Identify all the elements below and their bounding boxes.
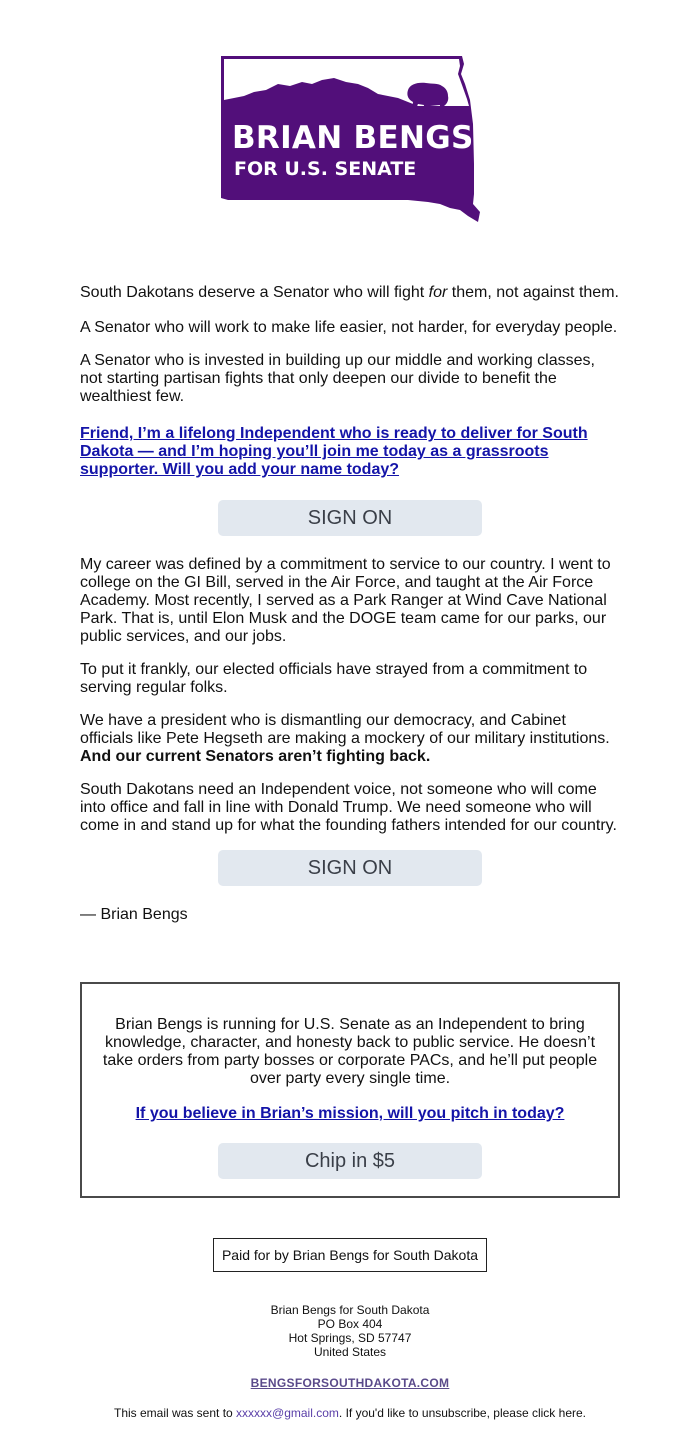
paragraph-middle-class: A Senator who is invested in building up our middle and working classes, not starting partisan fights that only deepen our divide to benefit the wealthiest few. — [80, 352, 595, 405]
logo-subtitle: FOR U.S. SENATE — [234, 158, 417, 180]
unsubscribe-footer: This email was sent to xxxxxx@gmail.com. If you'd like to unsubscribe, please click here. — [113, 1406, 586, 1420]
mailing-address — [0, 1303, 700, 1359]
paragraph-frankly: To put it frankly, our elected officials have strayed from a commitment to serving regular folks. — [80, 661, 588, 696]
address-line: PO Box 404 — [317, 1317, 383, 1331]
email-body — [80, 284, 620, 924]
website-link[interactable]: BENGSFORSOUTHDAKOTA.COM — [250, 1376, 450, 1390]
logo — [0, 54, 700, 224]
paid-for-disclaimer: Paid for by Brian Bengs for South Dakota — [213, 1238, 487, 1272]
add-name-link[interactable]: Friend, I’m a lifelong Independent who is ready to deliver for South Dakota — and I’m hoping you’ll join me today as a grassroots supporter. Will you add your name today? — [80, 425, 588, 478]
paragraph-easier: A Senator who will work to make life easier, not harder, for everyday people. — [80, 319, 618, 336]
paragraph-career: My career was defined by a commitment to service to our country. I went to college on the GI Bill, served in the Air Force, and taught at the Air Force Academy. Most recently, I served as a Park Ranger at Wind Cave National Park. That is, until Elon Musk and the DOGE team came for our parks, our public services, and our jobs. — [80, 556, 611, 645]
signature: — Brian Bengs — [80, 906, 188, 923]
donation-box — [80, 982, 620, 1198]
emphasis-for: for — [428, 284, 448, 301]
donation-box-text: Brian Bengs is running for U.S. Senate as an Independent to bring knowledge, character, and honesty back to public service. He doesn’t take orders from party bosses or corporate PACs, and he’ll put people over party every single time. — [102, 1016, 598, 1087]
logo-title: BRIAN BENGS — [232, 120, 474, 156]
sign-on-button[interactable]: SIGN ON — [218, 500, 482, 536]
paragraph-intro: South Dakotans deserve a Senator who will fight for them, not against them. — [80, 284, 619, 301]
chip-in-button[interactable]: Chip in $5 — [218, 1143, 482, 1179]
pitch-in-link[interactable]: If you believe in Brian’s mission, will you pitch in today? — [135, 1105, 565, 1122]
sign-on-button-2[interactable]: SIGN ON — [218, 850, 482, 886]
paragraph-democracy: We have a president who is dismantling our democracy, and Cabinet officials like Pete Hegseth are making a mockery of our military institutions. And our current Senators aren’t fighting back. — [80, 712, 610, 765]
address-line: United States — [313, 1345, 387, 1359]
senators-bold-text: And our current Senators aren’t fighting back. — [80, 748, 431, 765]
address-line: Brian Bengs for South Dakota — [270, 1303, 430, 1317]
unsubscribe-text[interactable]: . If you'd like to unsubscribe, please click here. — [338, 1406, 586, 1420]
recipient-email-link[interactable]: xxxxxx@gmail.com — [236, 1406, 339, 1420]
paragraph-independent-voice: South Dakotans need an Independent voice, not someone who will come into office and fall in line with Donald Trump. We need someone who will come in and stand up for what the founding fathers intended for our country. — [80, 781, 617, 834]
address-line: Hot Springs, SD 57747 — [288, 1331, 412, 1345]
